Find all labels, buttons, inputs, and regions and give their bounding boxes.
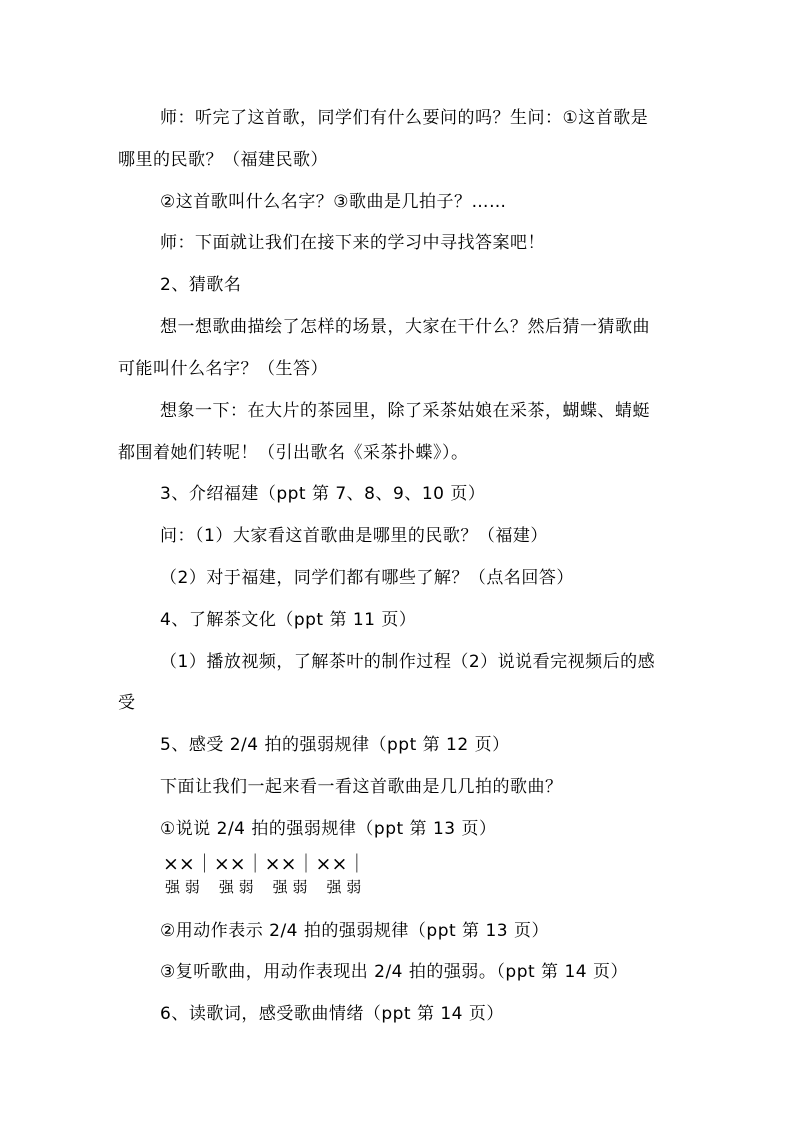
paragraph-line: （2）对于福建，同学们都有哪些了解？（点名回答） [160,568,574,588]
paragraph-line: 受 [118,693,136,713]
paragraph-line: 问：（1）大家看这首歌曲是哪里的民歌？（福建） [160,526,548,546]
paragraph-line: 可能叫什么名字？（生答） [118,359,328,379]
section-heading: 4、了解茶文化（ppt 第 11 页） [160,610,417,630]
paragraph-line: ③复听歌曲，用动作表现出 2/4 拍的强弱。（ppt 第 14 页） [160,962,628,982]
rhythm-stress-labels: 强 弱 强 弱 强 弱 强 弱 [165,878,362,896]
paragraph-line: 哪里的民歌？（福建民歌） [118,150,328,170]
paragraph-line: ②这首歌叫什么名字？③歌曲是几拍子？…… [160,192,507,212]
rhythm-notation: ××｜××｜××｜××｜ [163,853,367,875]
paragraph-line: ②用动作表示 2/4 拍的强弱规律（ppt 第 13 页） [160,921,549,941]
paragraph-line: ①说说 2/4 拍的强弱规律（ppt 第 13 页） [160,819,497,839]
section-heading: 3、介绍福建（ppt 第 7、8、9、10 页） [160,484,486,504]
paragraph-line: 想象一下：在大片的茶园里，除了采茶姑娘在采茶，蝴蝶、蜻蜓 [160,401,650,421]
paragraph-line: （1）播放视频，了解茶叶的制作过程（2）说说看完视频后的感 [160,652,656,672]
paragraph-line: 下面让我们一起来看一看这首歌曲是几几拍的歌曲？ [160,777,563,797]
paragraph-line: 师：听完了这首歌，同学们有什么要问的吗？生问：①这首歌是 [160,108,649,128]
section-heading: 6、读歌词，感受歌曲情绪（ppt 第 14 页） [160,1004,504,1024]
section-heading: 5、感受 2/4 拍的强弱规律（ppt 第 12 页） [160,735,510,755]
paragraph-line: 师：下面就让我们在接下来的学习中寻找答案吧！ [160,233,545,253]
paragraph-line: 想一想歌曲描绘了怎样的场景，大家在干什么？然后猜一猜歌曲 [160,317,650,337]
section-heading: 2、猜歌名 [160,275,242,295]
paragraph-line: 都围着她们转呢！（引出歌名《采茶扑蝶》）。 [118,443,469,463]
